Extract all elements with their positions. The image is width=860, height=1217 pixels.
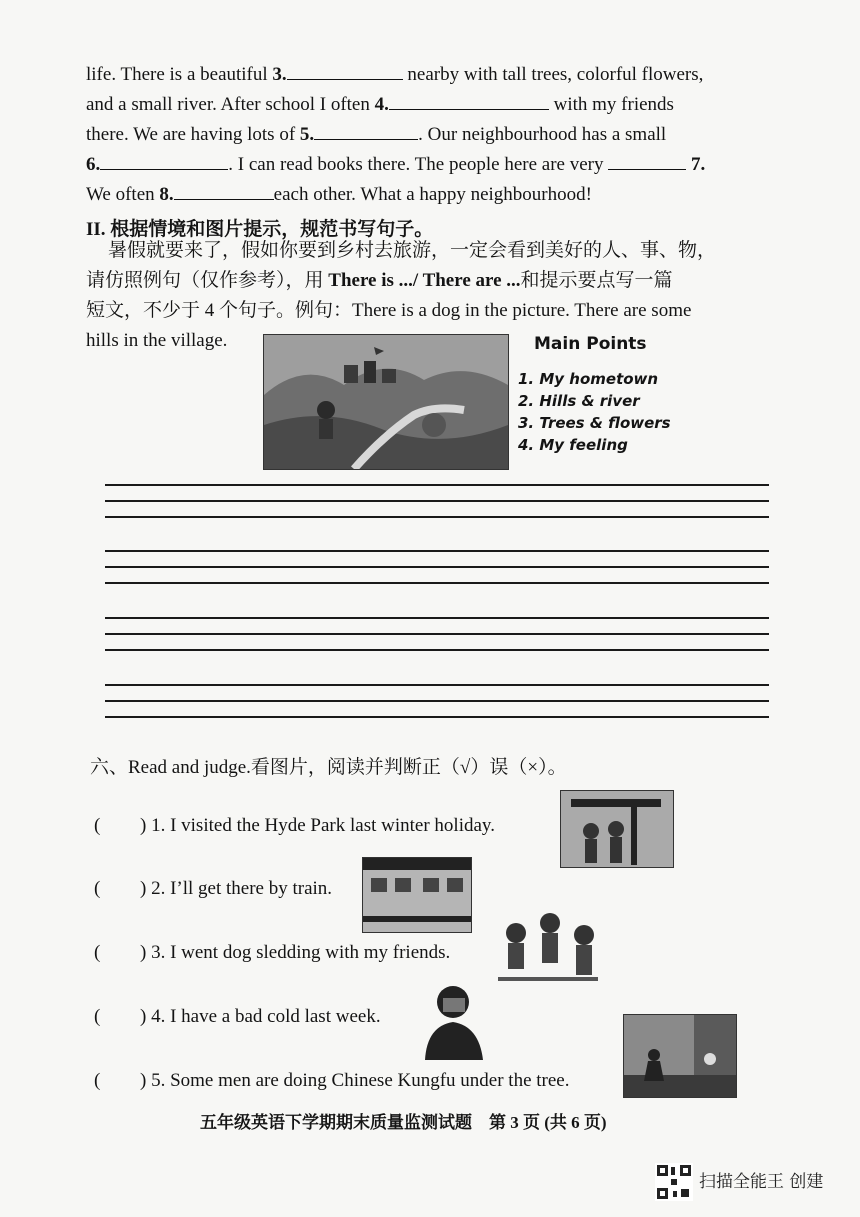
- qr-code-icon: [655, 1163, 693, 1201]
- main-point-item: 3. Trees & flowers: [518, 414, 671, 432]
- answer-bracket[interactable]: (: [94, 1006, 101, 1027]
- section-6-title: 六、Read and judge.看图片，阅读并判断正（√）误（×）。: [90, 757, 567, 778]
- passage-line-4: 6. . I can read books there. The people here are very 7.: [86, 150, 705, 180]
- writing-line[interactable]: [105, 700, 769, 702]
- judge-question-2: ( ) 2. I’ll get there by train.: [94, 878, 333, 899]
- skating-friends-image: [488, 907, 606, 1003]
- blank-4[interactable]: [389, 90, 549, 110]
- writing-line[interactable]: [105, 617, 769, 619]
- blank-7[interactable]: [608, 150, 686, 170]
- section-2-title: II. 根据情境和图片提示，规范书写句子。: [86, 219, 434, 240]
- writing-line[interactable]: [105, 716, 769, 718]
- park-visit-image: [560, 790, 674, 868]
- main-points-heading: Main Points: [534, 334, 647, 354]
- judge-question-1: ( ) 1. I visited the Hyde Park last winter holiday.: [94, 815, 495, 836]
- section-2-para-line-3: 短文，不少于 4 个句子。例句：There is a dog in the picture. There are some: [86, 300, 692, 321]
- scanner-label: 扫描全能王 创建: [699, 1172, 824, 1192]
- judge-question-4: ( ) 4. I have a bad cold last week.: [94, 1006, 381, 1027]
- blank-6[interactable]: [100, 150, 228, 170]
- writing-line[interactable]: [105, 500, 769, 502]
- judge-question-3: ( ) 3. I went dog sledding with my friends.: [94, 942, 451, 963]
- passage-line-1: life. There is a beautiful 3. nearby with tall trees, colorful flowers,: [86, 60, 703, 90]
- judge-question-5: ( ) 5. Some men are doing Chinese Kungfu under the tree.: [94, 1070, 570, 1091]
- page-footer: 五年级英语下学期期末质量监测试题 第 3 页 (共 6 页): [200, 1113, 607, 1132]
- blank-5[interactable]: [314, 120, 418, 140]
- answer-bracket[interactable]: (: [94, 1070, 101, 1091]
- passage-line-2: and a small river. After school I often 4. with my friends: [86, 90, 674, 120]
- writing-line[interactable]: [105, 684, 769, 686]
- main-point-item: 2. Hills & river: [518, 392, 640, 410]
- scanner-watermark: [655, 1163, 823, 1201]
- writing-line[interactable]: [105, 550, 769, 552]
- sick-person-image: [417, 982, 491, 1060]
- train-image: [362, 857, 472, 933]
- blank-3[interactable]: [287, 60, 403, 80]
- writing-line[interactable]: [105, 484, 769, 486]
- writing-line[interactable]: [105, 516, 769, 518]
- writing-line[interactable]: [105, 649, 769, 651]
- main-points-box: [518, 334, 671, 456]
- main-point-item: 1. My hometown: [518, 370, 659, 388]
- answer-bracket[interactable]: (: [94, 815, 101, 836]
- kungfu-image: [623, 1014, 737, 1098]
- writing-line[interactable]: [105, 633, 769, 635]
- passage-line-5: We often 8. each other. What a happy neighbourhood!: [86, 180, 592, 210]
- passage-line-3: there. We are having lots of 5. . Our neighbourhood has a small: [86, 120, 666, 150]
- section-2-para-line-4: hills in the village.: [86, 330, 228, 351]
- blank-8[interactable]: [174, 180, 274, 200]
- section-2-para-line-1: 暑假就要来了，假如你要到乡村去旅游，一定会看到美好的人、事、物，: [108, 240, 717, 261]
- writing-line[interactable]: [105, 582, 769, 584]
- writing-line[interactable]: [105, 566, 769, 568]
- answer-bracket[interactable]: (: [94, 942, 101, 963]
- section-2-para-line-2: 请仿照例句（仅作参考），用 There is .../ There are ...和提示要点写一篇: [86, 270, 673, 291]
- village-scene-image: [263, 334, 509, 470]
- main-point-item: 4. My feeling: [518, 436, 628, 454]
- answer-bracket[interactable]: (: [94, 878, 101, 899]
